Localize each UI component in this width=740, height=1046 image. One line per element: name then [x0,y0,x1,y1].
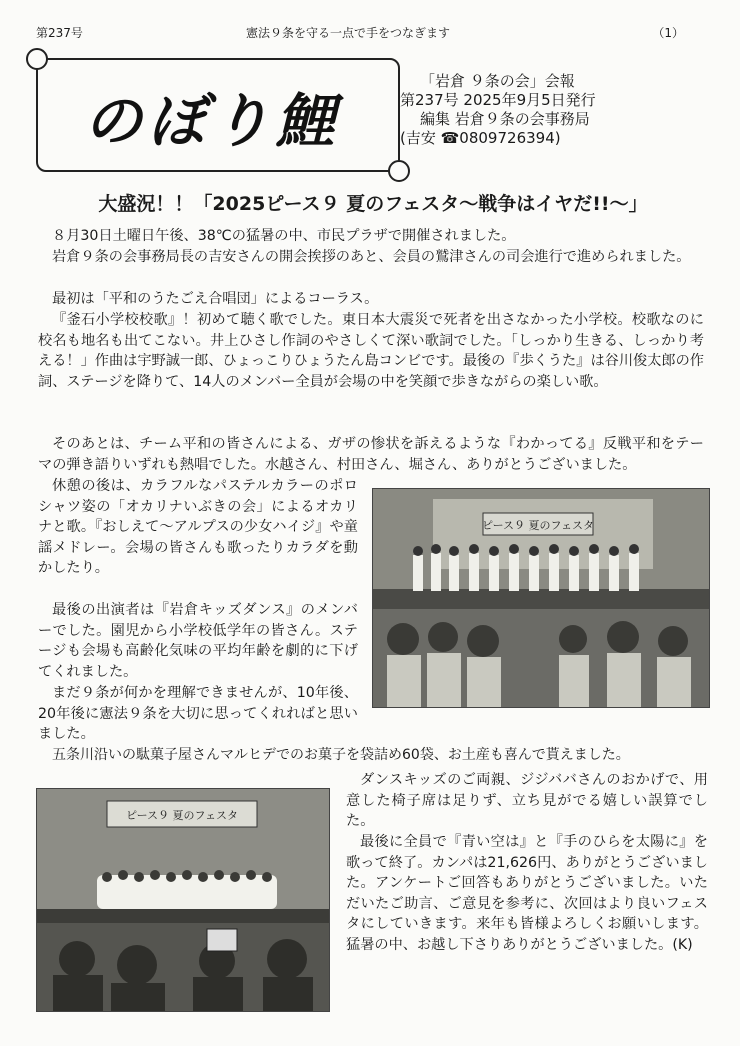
paragraph: 最後に全員で『青い空は』と『手のひらを太陽に』を歌って終了。カンパは21,626円、ありがとうございました。アンケートご回答もありがとうございました。いただいたご助言、ご意見を参考に、次回はより良いフェスタにしていきます。来年も皆様よろしくお願いします。猛暑の中、お越し下さりありがとうございました。(K) [346,834,708,953]
paragraph: 『釜石小学校校歌』！初めて聴く歌でした。東日本大震災で死者を出さなかった小学校。校歌なのに校名も地名も出てこない。井上ひさし作詞のやさしくて深い歌詞でした。「しっかり生きる、しっかり考える！」作曲は宇野誠一郎、ひょっこりひょうたん島コンビです。最後の『歩くうた』は谷川俊太郎の作詞、ステージを降りて、14人のメンバー全員が会場の中を笑顔で歩きながらの楽しい歌。 [38,312,704,390]
stage-banner: ピース９ 夏のフェスタ [482,519,594,532]
paragraph: そのあとは、チーム平和の皆さんによる、ガザの惨状を訴えるような『わかってる』反戦平和をテーマの弾き語りいずれも熱唱でした。水越さん、村田さん、堀さん、ありがとうございました。 [38,436,704,473]
paragraph: 五条川沿いの駄菓子屋さんマルヒデでのお菓子を袋詰め60袋、お土産も喜んで貰えました。 [52,747,630,763]
paragraph: 岩倉９条の会事務局長の吉安さんの開会挨拶のあと、会員の鷲津さんの司会進行で進められました。 [52,249,691,265]
photo-ocarina-performance [372,488,710,708]
paragraph: 休憩の後は、カラフルなパステルカラーのポロシャツ姿の「オカリナいぶきの会」によるオカリナと歌。『おしえて～アルプスの少女ハイジ』や童謡メドレー。会場の皆さんも歌ったりカラダを動かしたり。 [38,478,358,577]
newsletter-name: 「岩倉 ９条の会」会報 [420,72,575,90]
paragraph: ダンスキッズのご両親、ジジババさんのおかげで、用意した椅子席は足りず、立ち見がでる嬉しい誤算でした。 [346,772,708,830]
scroll-curl-icon [388,160,410,182]
newsletter-title: のぼり鯉 [84,87,341,155]
scroll-curl-icon [26,48,48,70]
masthead-info [400,72,596,148]
running-header [36,20,704,44]
photo-kids-dance [36,788,330,1012]
issue-date: 第237号 2025年9月5日発行 [400,91,596,109]
article-headline: 大盛況！！「2025ピース９ 夏のフェスタ～戦争はイヤだ!!～」 [98,193,648,215]
paragraph: ８月30日土曜日午後、38℃の猛暑の中、市民プラザで開催されました。 [52,228,516,244]
paragraph: 最初は「平和のうたごえ合唱団」によるコーラス。 [52,291,379,307]
issue-number: 第237号 [36,26,83,40]
editor: 編集 岩倉９条の会事務局 [420,110,590,128]
paragraph: まだ９条が何かを理解できませんが、10年後、20年後に憲法９条を大切に思ってくれればと思いました。 [38,685,358,743]
slogan: 憲法９条を守る一点で手をつなぎます [246,26,451,40]
stage-banner: ピース９ 夏のフェスタ [126,809,238,822]
contact: (吉安 ☎0809726394) [400,129,561,147]
page-number: （1） [652,26,684,40]
paragraph: 最後の出演者は『岩倉キッズダンス』のメンバーでした。園児から小学校低学年の皆さん。ステージも会場も高齢化気味の平均年齢を劇的に下げてくれました。 [38,602,358,680]
